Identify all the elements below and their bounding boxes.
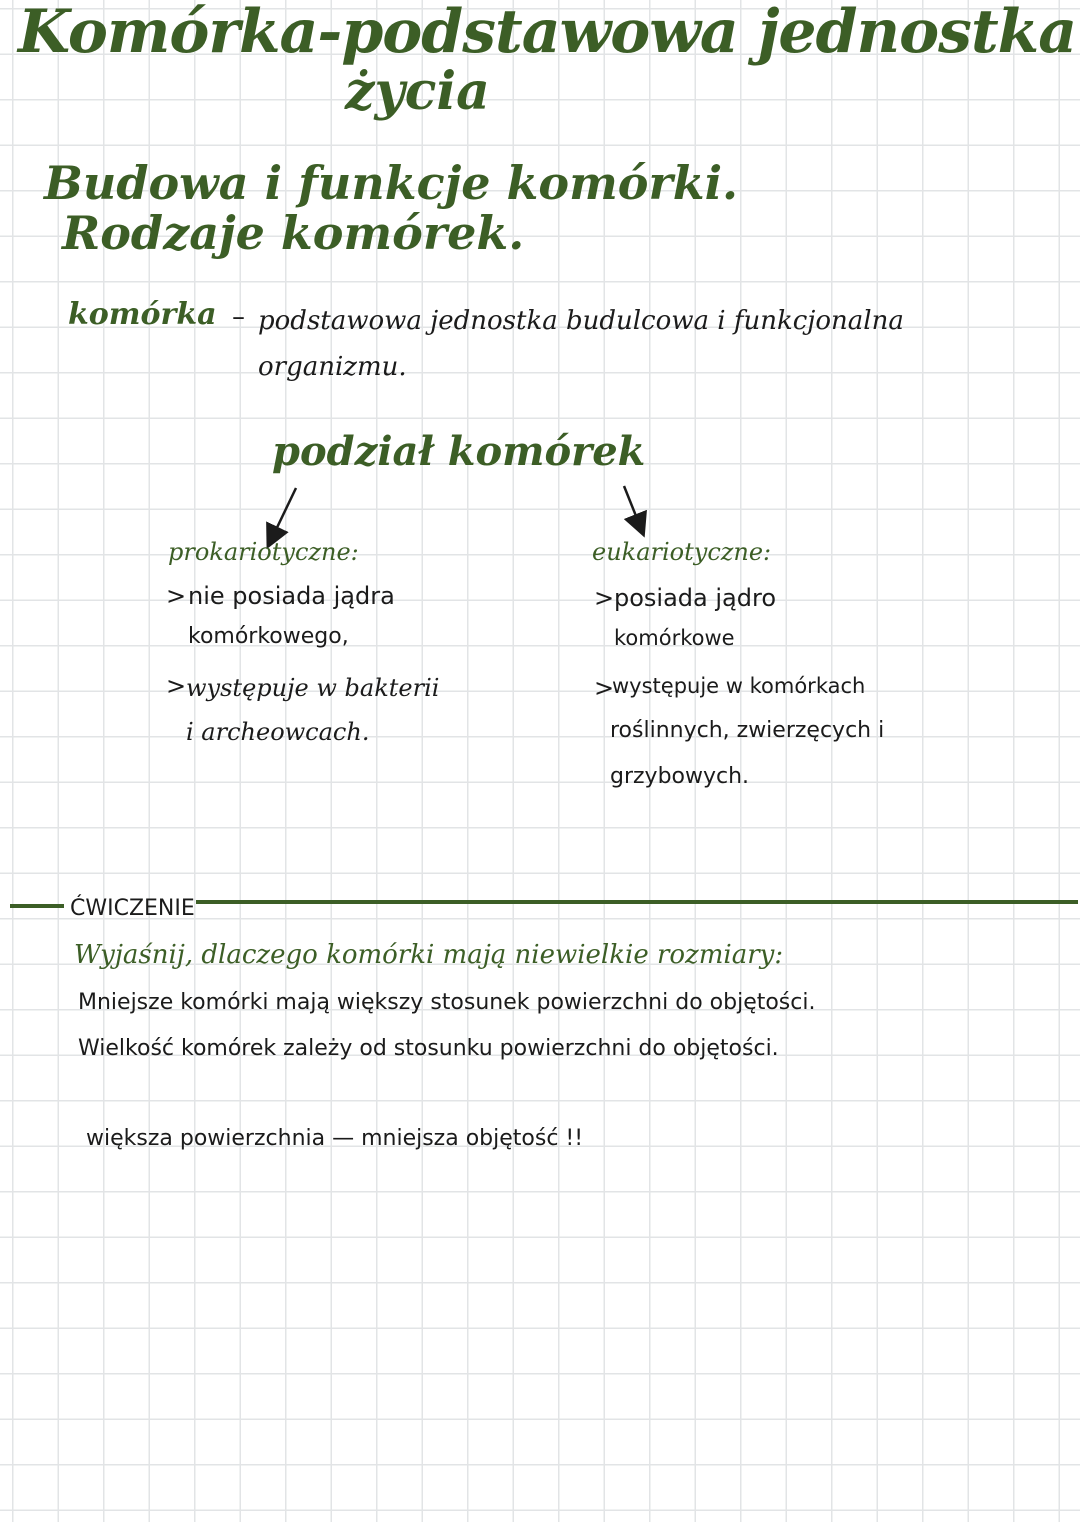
- prokaryotic-marker-1: >: [166, 582, 187, 610]
- eukaryotic-marker-2: >: [594, 674, 615, 702]
- prokaryotic-item-1-line1: nie posiada jądra: [188, 582, 395, 610]
- eukaryotic-item-2-line2: roślinnych, zwierzęcych i: [610, 718, 885, 743]
- definition-text-line2: organizmu.: [258, 352, 407, 382]
- definition-text-line1: podstawowa jednostka budulcowa i funkcjonalna: [258, 306, 904, 336]
- exercise-answer-line1: Mniejsze komórki mają większy stosunek powierzchni do objętości.: [78, 990, 816, 1015]
- eukaryotic-marker-1: >: [594, 584, 615, 612]
- prokaryotic-item-2-line2: i archeowcach.: [186, 718, 370, 746]
- eukaryotic-item-1-line1: posiada jądro: [614, 584, 776, 612]
- eukaryotic-heading: eukariotyczne:: [592, 538, 772, 566]
- division-heading: podział komórek: [272, 428, 646, 475]
- prokaryotic-marker-2: >: [166, 672, 187, 700]
- prokaryotic-item-2-line1: występuje w bakterii: [186, 674, 440, 702]
- page-title-line2: życia: [345, 61, 490, 122]
- exercise-label: ĆWICZENIE: [70, 896, 195, 921]
- eukaryotic-item-1-line2: komórkowe: [614, 626, 735, 650]
- prokaryotic-item-1-line2: komórkowego,: [188, 624, 349, 649]
- exercise-question: Wyjaśnij, dlaczego komórki mają niewielkie rozmiary:: [74, 940, 784, 970]
- subtitle-line2: Rodzaje komórek.: [62, 206, 525, 260]
- definition-term: komórka: [68, 297, 217, 332]
- page-title: Komórka-podstawowa jednostka: [18, 0, 1077, 67]
- prokaryotic-heading: prokariotyczne:: [168, 538, 359, 566]
- subtitle-line1: Budowa i funkcje komórki.: [44, 156, 739, 210]
- definition-dash: –: [232, 302, 245, 332]
- arrow-left: [272, 488, 296, 538]
- arrow-right: [624, 486, 640, 526]
- eukaryotic-item-2-line3: grzybowych.: [610, 764, 750, 789]
- exercise-answer-line2: Wielkość komórek zależy od stosunku powierzchni do objętości.: [78, 1036, 779, 1061]
- eukaryotic-item-2-line1: występuje w komórkach: [612, 674, 866, 698]
- exercise-note: większa powierzchnia — mniejsza objętość !!: [86, 1126, 584, 1151]
